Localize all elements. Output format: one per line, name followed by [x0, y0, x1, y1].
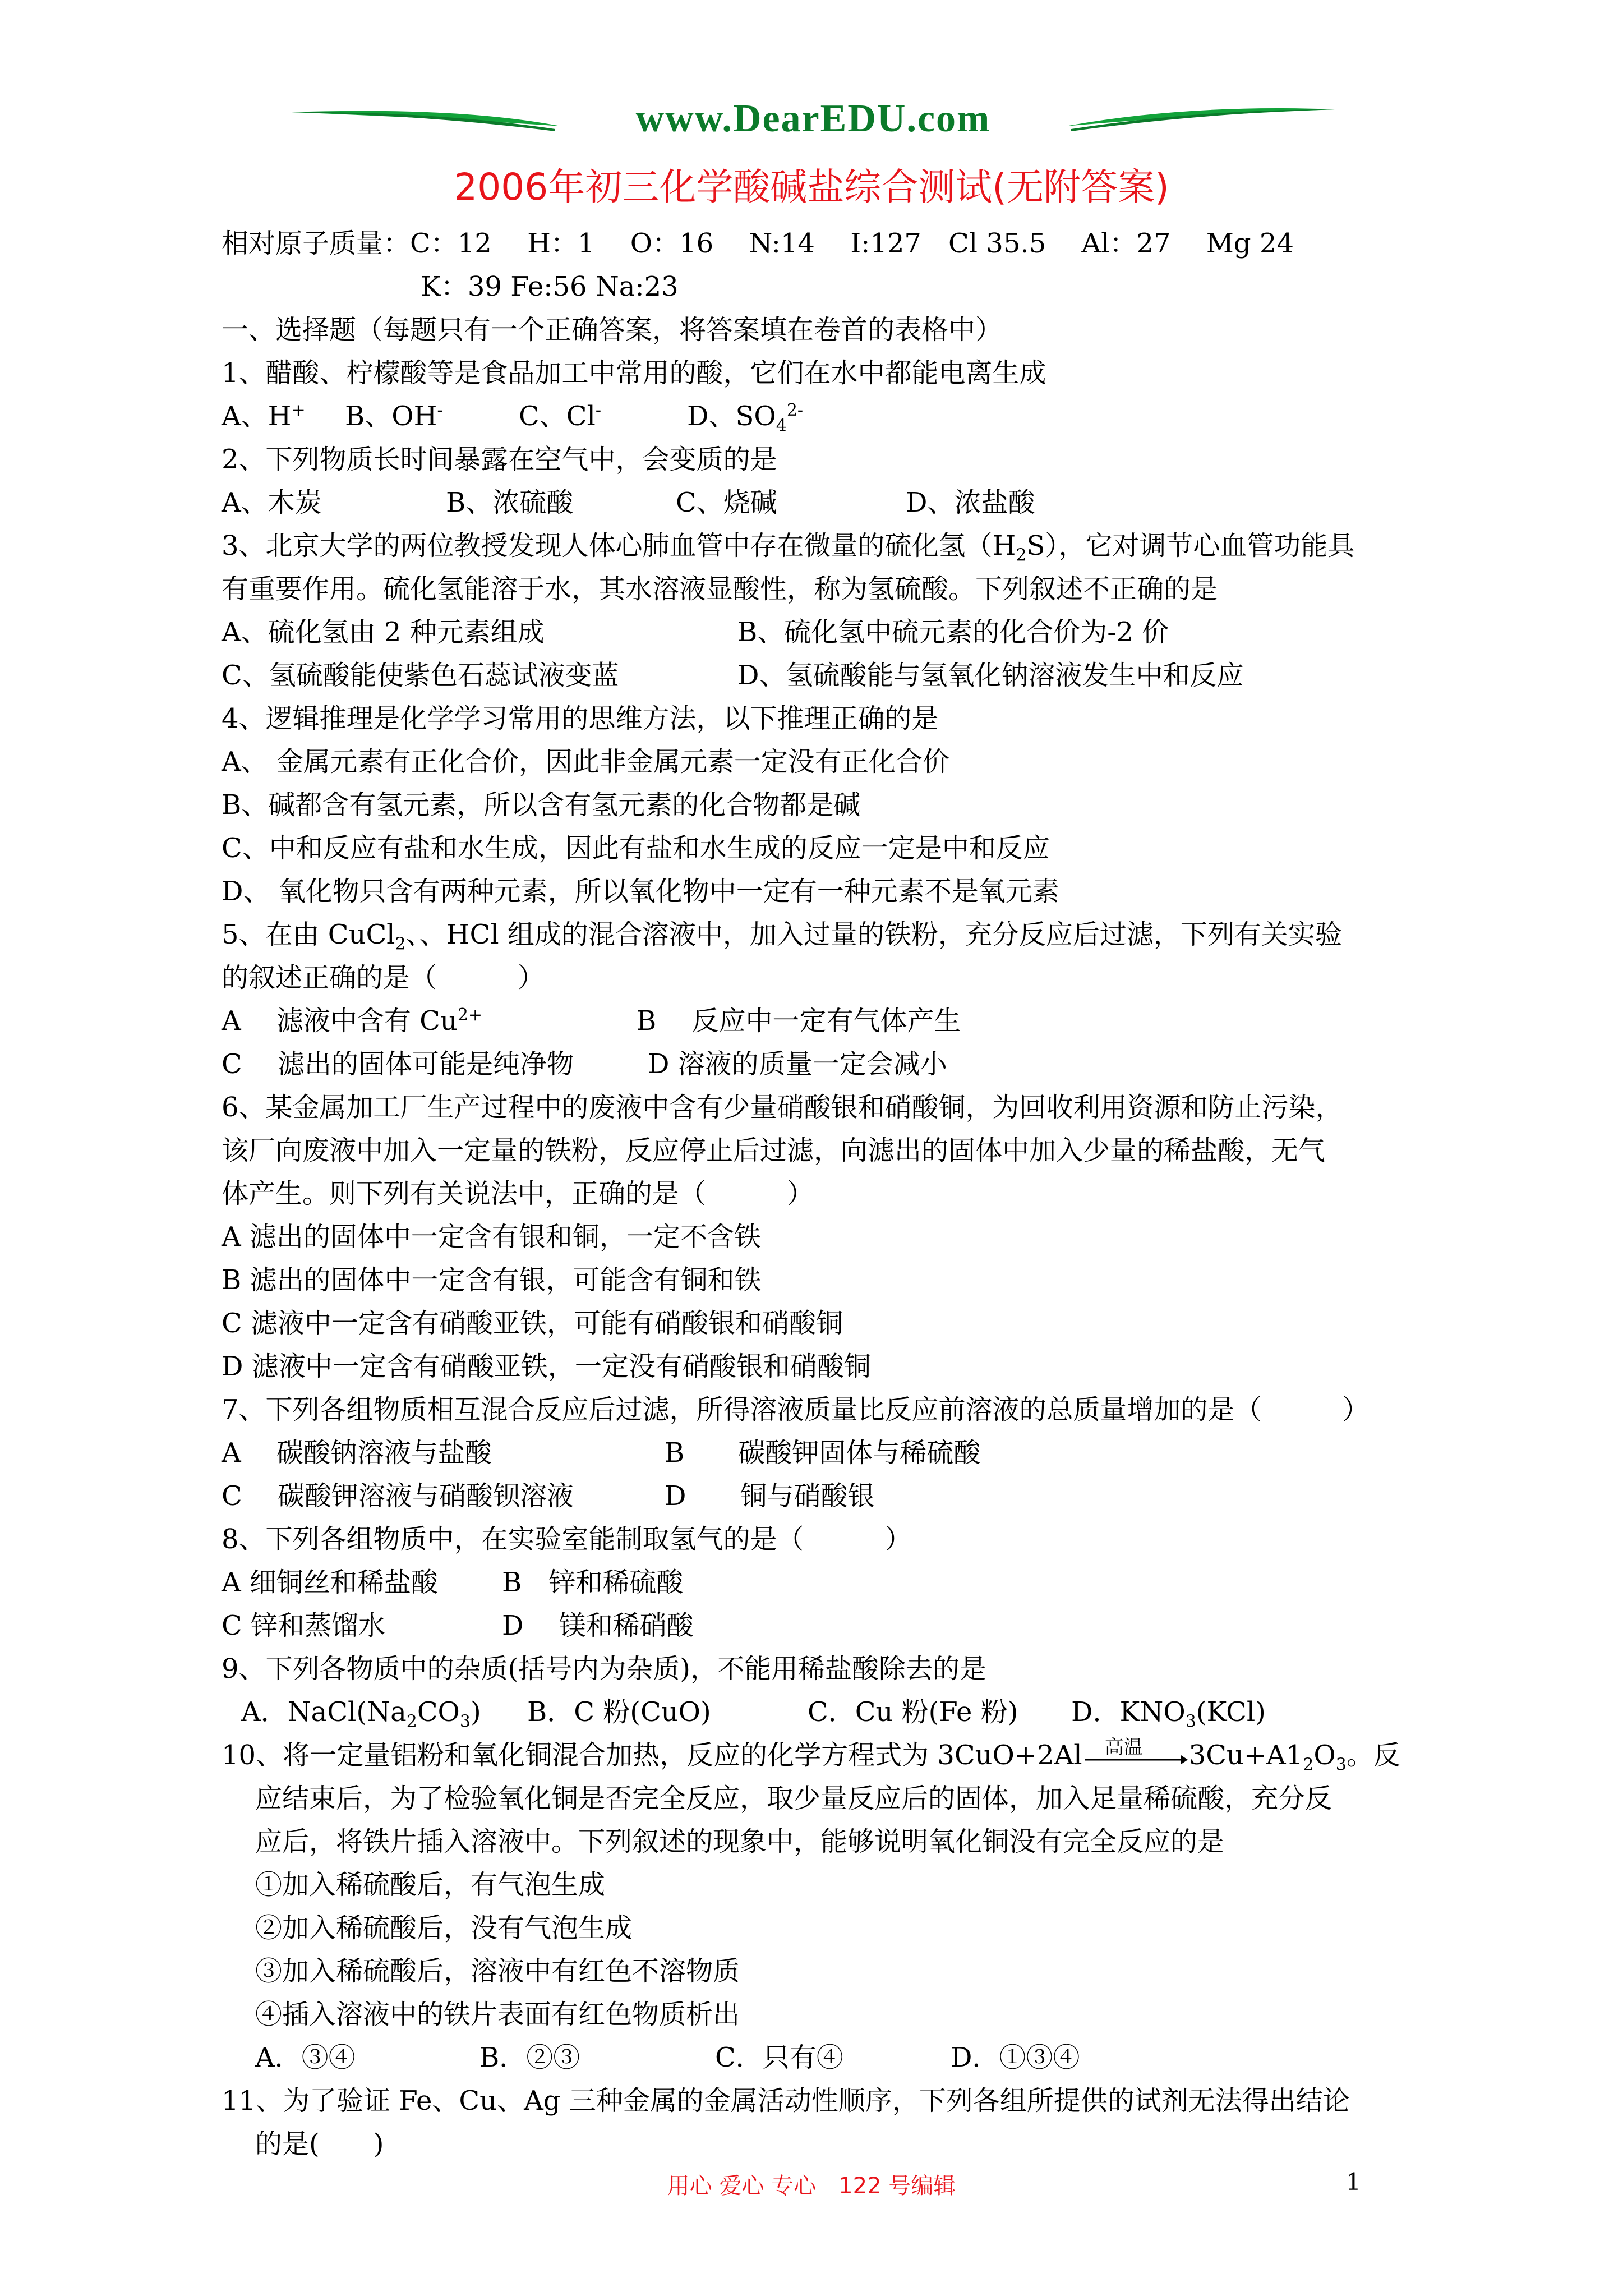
atomic-mass-line-1: 相对原子质量：C：12 H：1 O：16 N:14 I:127 Cl 35.5 Al：27 Mg 24: [222, 228, 1294, 259]
option-c: C 锌和蒸馏水: [222, 1610, 385, 1641]
question-5-options-ab: [222, 1000, 1427, 1043]
question-5-line-1: 5、在由 CuCl$_2$、、HCl 组成的混合溶液中，加入过量的铁粉，充分反应后过滤，下列有关实验: [222, 919, 1342, 954]
page-title: 2006年初三化学酸碱盐综合测试(无附答案): [454, 165, 1169, 209]
question-10-line-3: 应后，将铁片插入溶液中。下列叙述的现象中，能够说明氧化铜没有完全反应的是: [255, 1826, 1225, 1857]
question-10-line-1: 10、将一定量铝粉和氧化铜混合加热，反应的化学方程式为 3CuO+2Al 高温 $3Cu+A1_2O_3$。反: [222, 1734, 1427, 1777]
question-3-line-2: 有重要作用。硫化氢能溶于水，其水溶液显酸性，称为氢硫酸。下列叙述不正确的是: [222, 573, 1218, 605]
option-d: D 铜与硝酸银: [665, 1480, 875, 1512]
option-a: A．③④: [255, 2042, 356, 2073]
option-a: A、木炭: [222, 487, 322, 518]
option-d: D 溶液的质量一定会减小: [648, 1048, 947, 1080]
option-c: C 碳酸钾溶液与硝酸钡溶液: [222, 1480, 574, 1512]
statement-4: ④插入溶液中的铁片表面有红色物质析出: [255, 1999, 740, 2030]
option-b: B、硫化氢中硫元素的化合价为-2 价: [737, 616, 1169, 648]
option-a: A 细铜丝和稀盐酸: [222, 1567, 438, 1598]
option-b: B 反应中一定有气体产生: [637, 1005, 961, 1037]
option-d: D、 氧化物只含有两种元素，所以氧化物中一定有一种元素不是氧元素: [222, 876, 1059, 907]
option-d: D 镁和稀硝酸: [502, 1610, 694, 1641]
question-11-line-2: 的是( ): [255, 2128, 384, 2160]
option-b: B 滤出的固体中一定含有银，可能含有铜和铁: [222, 1264, 762, 1296]
question-4-stem: 4、逻辑推理是化学学习常用的思维方法，以下推理正确的是: [222, 703, 939, 734]
question-8-options-ab: [222, 1561, 1427, 1604]
option-a: A．$NaCl(Na_2CO_3)$: [241, 1696, 481, 1732]
statement-3: ③加入稀硫酸后，溶液中有红色不溶物质: [255, 1955, 740, 1987]
question-3-options-cd: [222, 654, 1427, 697]
option-c: C、烧碱: [676, 487, 777, 518]
option-d: D 滤液中一定含有硝酸亚铁，一定没有硝酸银和硝酸铜: [222, 1351, 871, 1382]
atomic-mass-line-2: K：39 Fe:56 Na:23: [421, 271, 679, 302]
option-a: A、硫化氢由 2 种元素组成: [222, 616, 545, 648]
option-c: C 滤出的固体可能是纯净物: [222, 1048, 574, 1080]
question-9-options: [222, 1691, 1427, 1734]
question-6-line-2: 该厂向废液中加入一定量的铁粉，反应停止后过滤，向滤出的固体中加入少量的稀盐酸，无气: [222, 1135, 1326, 1166]
site-header: [292, 84, 1335, 163]
option-a: A 滤出的固体中一定含有银和铜，一定不含铁: [222, 1221, 761, 1253]
option-a: A、 金属元素有正化合价，因此非金属元素一定没有正化合价: [222, 746, 949, 777]
option-a: A、H+: [222, 401, 306, 432]
question-6-line-3: 体产生。则下列有关说法中，正确的是（ ）: [222, 1178, 814, 1209]
question-7-stem: 7、下列各组物质相互混合反应后过滤，所得溶液质量比反应前溶液的总质量增加的是（ ）: [222, 1394, 1370, 1425]
question-10-line-2: 应结束后，为了检验氧化铜是否完全反应，取少量反应后的固体，加入足量稀硫酸，充分反: [255, 1783, 1332, 1814]
option-b: B 碳酸钾固体与稀硫酸: [665, 1437, 981, 1469]
question-7-options-cd: [222, 1475, 1427, 1518]
option-d: D、$SO_4^{2-}$: [687, 401, 804, 436]
option-b: B．②③: [479, 2042, 580, 2073]
option-d: D．①③④: [951, 2042, 1080, 2073]
document-body: [222, 222, 1427, 2166]
option-d: D．$KNO_3(KCl)$: [1071, 1696, 1266, 1732]
option-c: C、Cl-: [519, 401, 601, 432]
reaction-condition: 高温: [1104, 1736, 1143, 1759]
page-footer: 用心 爱心 专心 122 号编辑: [667, 2173, 956, 2199]
option-c: C．只有④: [715, 2042, 843, 2073]
page-number: 1: [1346, 2168, 1361, 2196]
option-d: D、浓盐酸: [906, 487, 1035, 518]
statement-2: ②加入稀硫酸后，没有气泡生成: [255, 1912, 633, 1944]
option-c: C 滤液中一定含有硝酸亚铁，可能有硝酸银和硝酸铜: [222, 1308, 843, 1339]
question-5-options-cd: [222, 1043, 1427, 1086]
option-b: B．C 粉(CuO): [527, 1696, 711, 1728]
question-2-stem: 2、下列物质长时间暴露在空气中，会变质的是: [222, 444, 777, 475]
question-3-options-ab: [222, 611, 1427, 654]
question-3-line-1: 3、北京大学的两位教授发现人体心肺血管中存在微量的硫化氢$(H_2S)$，它对调节心血管功能具: [222, 530, 1355, 565]
question-2-options: [222, 481, 1427, 524]
option-a: A 滤液中含有 $Cu^{2+}$: [222, 1005, 483, 1037]
option-c: C．Cu 粉(Fe 粉): [808, 1696, 1018, 1728]
question-8-stem: 8、下列各组物质中，在实验室能制取氢气的是（ ）: [222, 1524, 912, 1555]
question-7-options-ab: [222, 1432, 1427, 1475]
reaction-arrow-icon: [1082, 1736, 1189, 1774]
question-10-options: [222, 2036, 1427, 2079]
question-1-options: [222, 395, 1427, 438]
statement-1: ①加入稀硫酸后，有气泡生成: [255, 1869, 606, 1901]
question-11-line-1: 11、为了验证 Fe、Cu、Ag 三种金属的金属活动性顺序，下列各组所提供的试剂无法得出结论: [222, 2085, 1350, 2116]
option-b: B、OH-: [345, 401, 443, 432]
section-heading: 一、选择题（每题只有一个正确答案，将答案填在卷首的表格中）: [222, 314, 1003, 346]
option-a: A 碳酸钠溶液与盐酸: [222, 1437, 492, 1469]
option-b: B、碱都含有氢元素，所以含有氢元素的化合物都是碱: [222, 789, 861, 821]
option-b: B 锌和稀硫酸: [502, 1567, 684, 1598]
site-url: www.DearEDU.com: [635, 97, 991, 140]
option-d: D、氢硫酸能与氢氧化钠溶液发生中和反应: [737, 660, 1244, 691]
option-c: C、氢硫酸能使紫色石蕊试液变蓝: [222, 660, 619, 691]
question-5-line-2: 的叙述正确的是（ ）: [222, 962, 545, 993]
question-8-options-cd: [222, 1604, 1427, 1648]
question-9-stem: 9、下列各物质中的杂质(括号内为杂质)，不能用稀盐酸除去的是: [222, 1653, 986, 1685]
option-b: B、浓硫酸: [446, 487, 574, 518]
option-c: C、中和反应有盐和水生成，因此有盐和水生成的反应一定是中和反应: [222, 832, 1050, 864]
question-6-line-1: 6、某金属加工厂生产过程中的废液中含有少量硝酸银和硝酸铜，为回收利用资源和防止污染，: [222, 1092, 1343, 1123]
question-1-stem: 1、醋酸、柠檬酸等是食品加工中常用的酸，它们在水中都能电离生成: [222, 357, 1046, 389]
